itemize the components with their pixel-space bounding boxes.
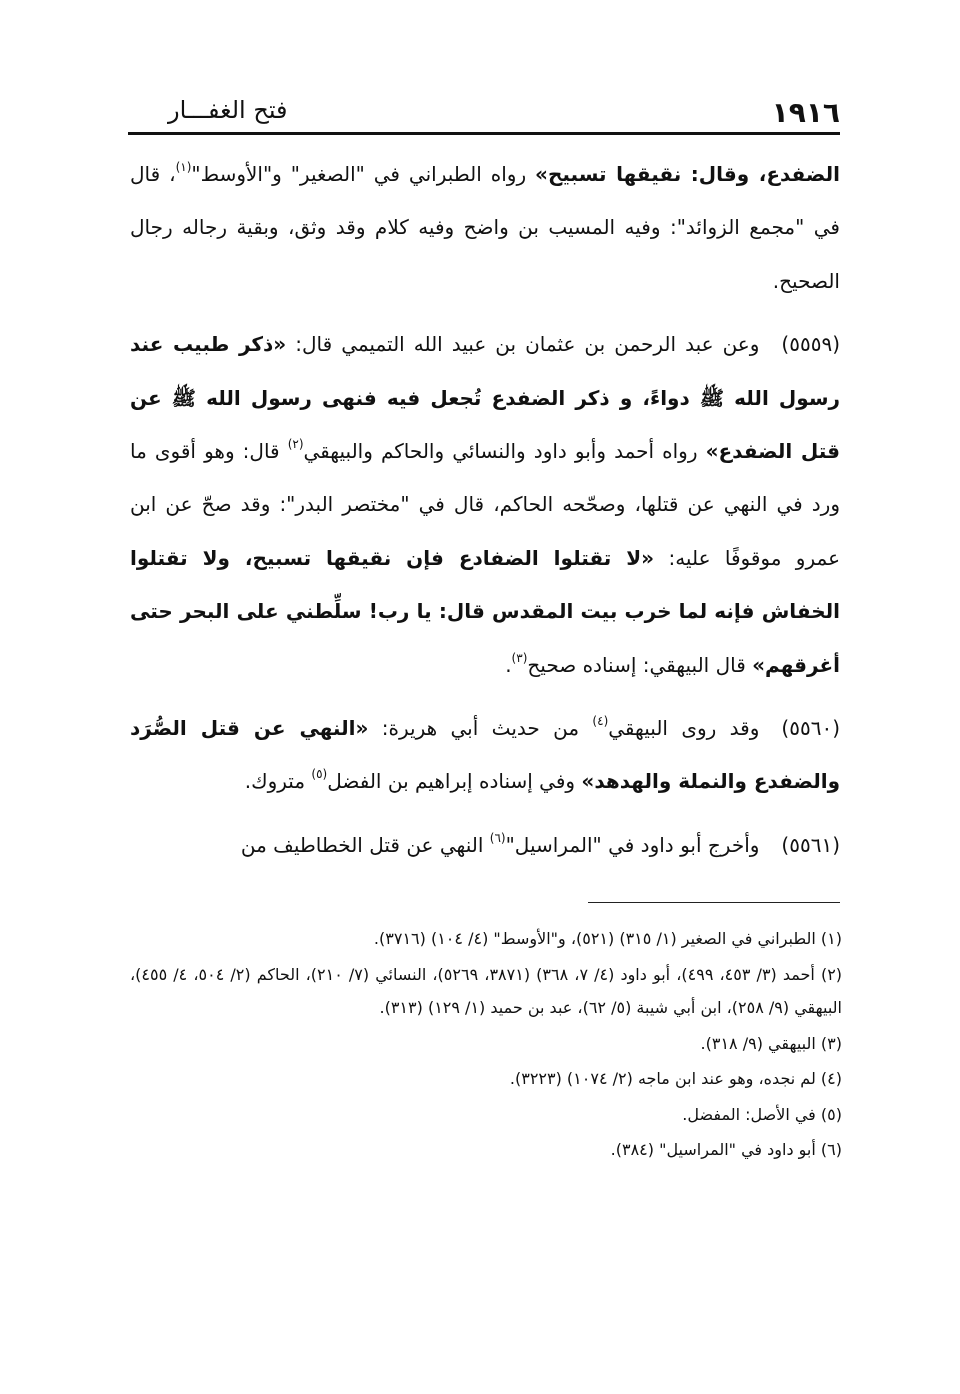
paragraph-continuation [130,148,840,308]
hadith-5559 [130,318,840,692]
hadith-number: (٥٥٦١) [781,832,840,857]
paragraph-text: قال البيهقي: إسناده صحيح [527,652,753,677]
paragraph-text: قال: وهو أقوى ما ورد في النهي عن قتلها، وصحّحه الحاكم، قال في "مختصر البدر": وقد صحّ عن ابن عمرو موقوفًا عليه: [130,439,840,570]
footnote-ref-5: (٥) [311,767,328,782]
hadith-number: (٥٥٦٠) [781,716,840,741]
running-header [128,86,840,130]
footnote-ref-6: (٦) [489,830,506,845]
paragraph-text: متروك. [244,769,312,794]
footnote-3: (٣) البيهقي (٩/ ٣١٨). [700,1033,842,1053]
hadith-5560 [130,702,840,809]
hadith-text-end: الضفدع، وقال: نقيقها تسبيح» [535,162,840,186]
hadith-number: (٥٥٥٩) [781,332,840,357]
paragraph-text: النهي عن قتل الخطاطيف من [240,832,490,857]
hadith-text: «النهي عن قتل الصُّرَد والضفدع والنملة والهدهد» [130,716,840,794]
paragraph-text: وقد روى البيهقي [608,716,760,741]
footnotes [130,922,842,1169]
paragraph-text: وفي إسناده إبراهيم بن الفضل [327,769,582,794]
footnote-ref-2: (٢) [287,437,304,452]
footnote-ref-4: (٤) [592,714,609,729]
footnote-5: (٥) في الأصل: المفضل. [682,1104,842,1124]
paragraph-text: . [505,652,512,677]
footnote-separator [588,902,840,903]
page-number: ١٩١٦ [771,96,840,129]
paragraph-text: رواه أحمد وأبو داود والنسائي والحاكم والبيهقي [303,439,706,464]
hadith-text: «ذكر طبيب عند رسول الله ﷺ دواءً، و ذكر الضفدع تُجعل فيه فنهى رسول الله ﷺ عن قتل الضفدع» [130,332,840,464]
paragraph-text: رواه الطبراني في "الصغير" و"الأوسط" [191,162,536,186]
header-rule [128,132,840,135]
paragraph-text: وأخرج أبو داود في "المراسيل" [505,832,760,857]
main-text [130,148,840,872]
quoted-text: «لا تقتلوا الضفادع فإن نقيقها تسبيح، ولا تقتلوا الخفاش فإنه لما خرب بيت المقدس قال: يا رب! سلِّطني على البحر حتى أغرقهم» [130,545,840,677]
footnote-ref-1: (١) [175,160,192,174]
paragraph-text: وعن عبد الرحمن بن عثمان بن عبيد الله التميمي قال: [286,332,760,357]
book-title: فتح الغفـــار [168,96,288,124]
hadith-5561 [130,819,840,872]
footnote-ref-3: (٣) [511,650,528,665]
footnote-1: (١) الطبراني في الصغير (١/ ٣١٥) (٥٢١)، و"الأوسط" (٤/ ١٠٤) (٣٧١٦). [373,929,842,948]
paragraph-text: ، قال في "مجمع الزوائد": وفيه المسيب بن واضح وفيه كلام وقد وثق، وبقية رجاله رجال الصحيح. [130,162,840,293]
footnote-6: (٦) أبو داود في "المراسيل" (٣٨٤). [610,1140,842,1159]
footnote-4: (٤) لم نجده، وهو عند ابن ماجه (٢/ ١٠٧٤) (٣٢٢٣). [509,1069,842,1088]
footnote-2: (٢) أحمد (٣/ ٤٥٣، ٤٩٩)، أبو داود (٤/ ٧، ٣٦٨) (٣٨٧١، ٥٢٦٩)، النسائي (٧/ ٢١٠)، الحاكم (٢/ ٥٠٤، ٤/ ٤٥٥)، البيهقي (٩/ ٢٥٨)، ابن أبي شيبة (٥/ ٦٢)، عبد بن حميد (١/ ١٢٩) (٣١٣). [130,964,843,1017]
paragraph-text: من حديث أبي هريرة: [368,716,593,741]
